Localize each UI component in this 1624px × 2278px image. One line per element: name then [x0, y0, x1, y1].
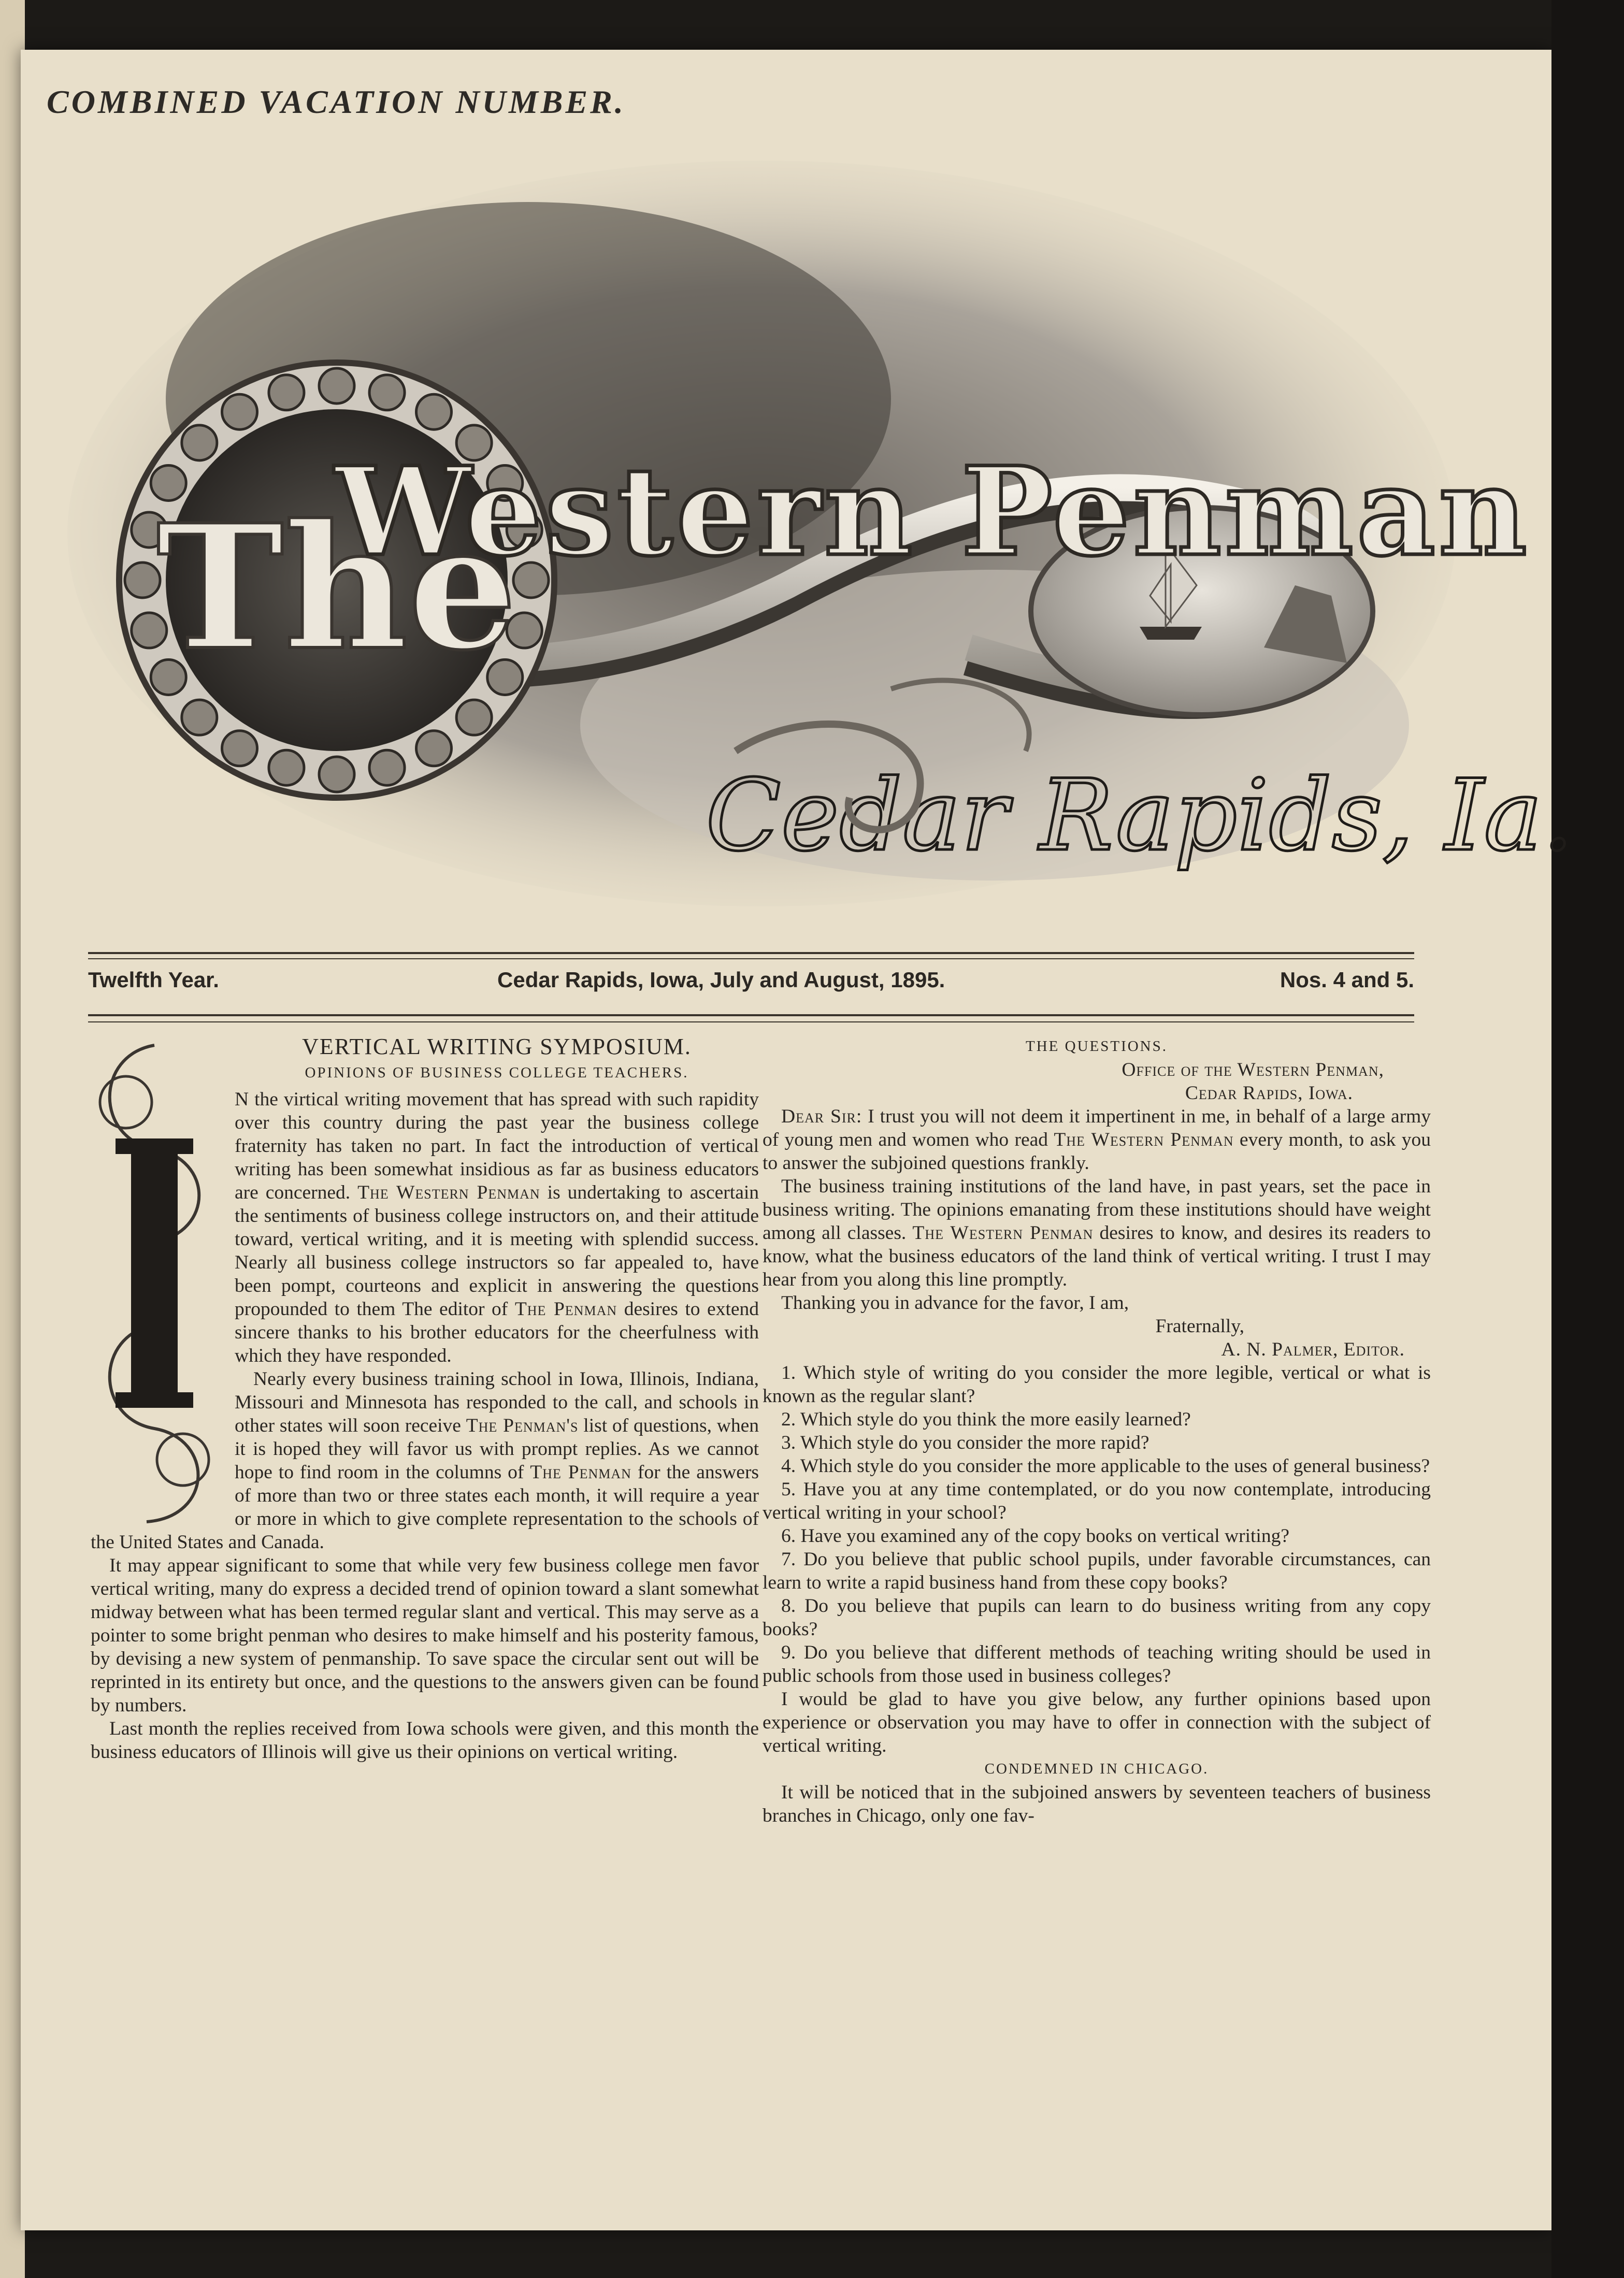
question-list [763, 1361, 1431, 1688]
dropcap-serif-top [116, 1138, 193, 1154]
closing: Fraternally, [1155, 1316, 1244, 1337]
right-column [763, 1035, 1431, 1827]
paragraph-3: It may appear significant to some that while very few business college men favor vertical writing, many do express a decided trend of opinion toward a slant somewhat midway between what has been termed regular slant and vertical. This may serve as a pointer to some bright penman who desires to make himself and his posterity famous, by devising a new system of penmanship. To save space the circular sent out will be reprinted in its entirety but once, and the questions to the answers given can be found by numbers. [91, 1555, 759, 1716]
seal-bead [319, 757, 354, 792]
seal-bead [369, 750, 405, 785]
paragraph-4: Last month the replies received from Iowa schools were given, and this month the business educators of Illinois will give us their opinions on vertical writing. [91, 1718, 759, 1763]
seal-bead [416, 731, 452, 766]
seal-bead [369, 375, 405, 410]
scan-background [1551, 0, 1624, 2278]
letter-p1-a: I trust you will not deem it impertinent in me, in behalf of a large army of young men and women who read [763, 1106, 1431, 1150]
ship-hull [1140, 627, 1202, 640]
article-heading: VERTICAL WRITING SYMPOSIUM. [302, 1034, 692, 1059]
seal-bead [182, 700, 217, 735]
logo-subtitle: Cedar Rapids, Ia. [706, 758, 1574, 873]
edition-label: COMBINED VACATION NUMBER. [47, 83, 626, 120]
question-item: 6. Have you examined any of the copy books on vertical writing? [781, 1525, 1289, 1547]
address-line-2 [763, 1082, 1431, 1105]
seal-bead [269, 750, 304, 785]
logo-the: The [156, 487, 517, 688]
p2-c: for the answers of more than two or three states each month, it will require a year or more in which to give complete representation to the schools of the United States and Canada. [91, 1462, 759, 1553]
question-item: 5. Have you at any time contemplated, or do you now contemplate, introducing vertical writing in your school? [763, 1479, 1431, 1523]
dateline [88, 968, 1414, 999]
salutation: Dear Sir: [781, 1106, 863, 1127]
letter-paragraph-2 [763, 1175, 1431, 1291]
place-date: Cedar Rapids, Iowa, July and August, 1895. [497, 968, 945, 992]
letter-p2-journal: The Western Penman [912, 1222, 1094, 1244]
question-item: 4. Which style do you consider the more applicable to the uses of general business? [781, 1455, 1430, 1477]
logo-title: Western Penman [335, 440, 1530, 583]
question-item: 9. Do you believe that different methods of teaching writing should be used in public schools from those used in business colleges? [763, 1642, 1431, 1686]
chicago-paragraph: It will be noticed that in the subjoined answers by seventeen teachers of business branches in Chicago, only one fav- [763, 1782, 1431, 1826]
p2-journal-2: The Penman [530, 1462, 631, 1483]
closing-paragraph: I would be glad to have you give below, any further opinions based upon experience or observation you may have to offer in connection with the subject of vertical writing. [763, 1689, 1431, 1756]
question-item: 3. Which style do you consider the more rapid? [781, 1432, 1149, 1453]
dropcap-serif-bottom [116, 1392, 193, 1408]
p1-lead: N the virtical writing movement that has spread with such rapidity over this country during the past year the business college fraternity has taken no part. In fact the introduction of vertical writing has been somewhat insidious as far as business educators are concerned. [235, 1089, 759, 1203]
question-item: 1. Which style of writing do you consider the more legible, vertical or what is known as the regular slant? [763, 1362, 1431, 1407]
p2-b: list of questions, when it is hoped they will favor us with prompt replies. As we cannot hope to find room in the columns of [235, 1415, 759, 1483]
p2-a: Nearly every business training school in Iowa, Illinois, Indiana, Missouri and Minnesota has responded to the call, and schools in other states will soon receive [235, 1368, 759, 1436]
address-2: Cedar Rapids, Iowa. [1185, 1083, 1353, 1104]
seal-bead [416, 394, 452, 429]
p1-journal: The Western Penman [357, 1182, 540, 1203]
address-line-1 [763, 1058, 1431, 1082]
letter-p2-b: desires to know, and desires its readers to know, what the business educators of the land think of vertical writing. I trust I may hear from you along this line promptly. [763, 1222, 1431, 1290]
rule-bottom-thin [88, 1021, 1414, 1022]
seal-bead [182, 425, 217, 460]
seal-bead [456, 700, 492, 735]
seal-bead [125, 563, 160, 598]
seal-bead [269, 375, 304, 410]
p1-journal-2: The Penman [514, 1299, 617, 1320]
masthead-illustration [62, 129, 1574, 938]
rule-top-thin [88, 958, 1414, 959]
questions-heading: THE QUESTIONS. [1026, 1038, 1168, 1055]
letter-p1-b: every month, to ask you to answer the subjoined questions frankly. [763, 1129, 1431, 1174]
left-column [91, 1035, 759, 1764]
issue-numbers: Nos. 4 and 5. [1280, 968, 1414, 992]
p1-mid: is undertaking to ascertain the sentiments of business college instructors on, and their attitude toward, vertical writing, and it is meeting with splendid success. Nearly all business college instructors so far appealed to, have been pompt, courteons and explicit in answering the questions propounded to them The editor of [235, 1182, 759, 1320]
letter-paragraph-1 [763, 1105, 1431, 1175]
signature: A. N. Palmer, Editor. [1221, 1339, 1405, 1360]
letter-p1-journal: The Western Penman [1054, 1129, 1234, 1150]
rule-bottom [88, 1014, 1414, 1016]
chicago-subheading: CONDEMNED IN CHICAGO. [984, 1761, 1209, 1777]
ornate-drop-cap [84, 1035, 224, 1527]
question-item: 2. Which style do you think the more easily learned? [781, 1409, 1191, 1430]
question-item: 7. Do you believe that public school pupils, under favorable circumstances, can learn to write a rapid business hand from these copy books? [763, 1549, 1431, 1593]
rule-top [88, 952, 1414, 954]
thanks-line: Thanking you in advance for the favor, I am, [781, 1292, 1129, 1314]
seal-bead [222, 394, 257, 429]
seal-bead [222, 731, 257, 766]
p2-journal: The Penman's [466, 1415, 579, 1436]
dropcap-curl [100, 1076, 152, 1128]
address-1: Office of the Western Penman, [1122, 1059, 1384, 1080]
seal-bead [319, 368, 354, 403]
question-item: 8. Do you believe that pupils can learn to do business writing from any copy books? [763, 1595, 1431, 1640]
letter-p2-a: The business training institutions of the land have, in past years, set the pace in business writing. The opinions emanating from these institutions should have weight among all classes. [763, 1176, 1431, 1244]
article-subheading: OPINIONS OF BUSINESS COLLEGE TEACHERS. [305, 1064, 689, 1081]
year-label: Twelfth Year. [88, 968, 219, 992]
p1-end: desires to extend sincere thanks to his brother educators for the cheerfulness with which they have responded. [235, 1299, 759, 1366]
